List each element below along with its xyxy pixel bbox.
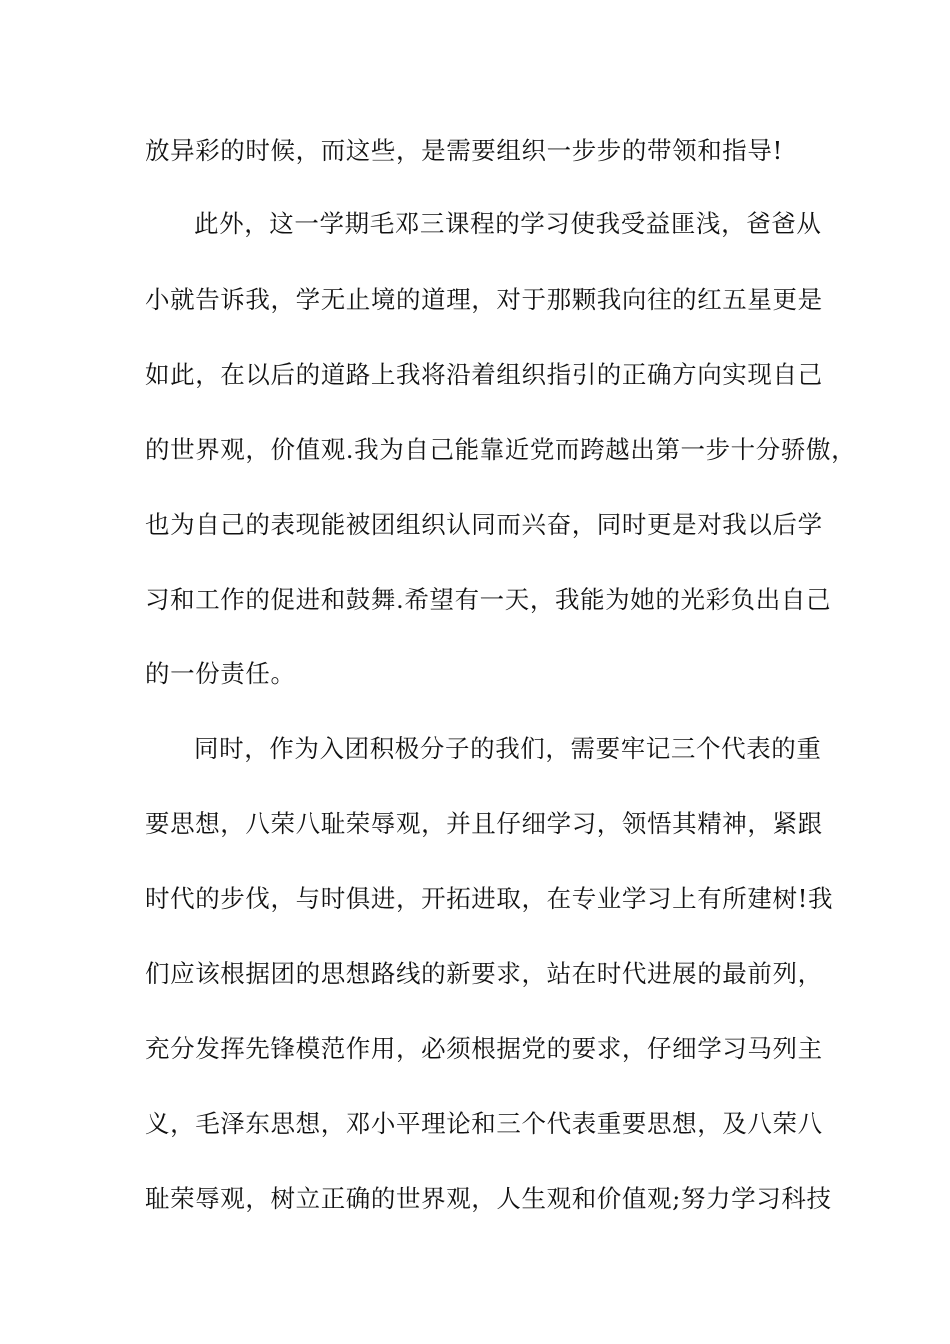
text-line: 充分发挥先锋模范作用，必须根据党的要求，仔细学习马列主 <box>145 1034 823 1063</box>
text-line: 义，毛泽东思想，邓小平理论和三个代表重要思想，及八荣八 <box>145 1109 823 1138</box>
text-line: 的世界观，价值观.我为自己能靠近党而跨越出第一步十分骄傲， <box>145 435 857 464</box>
text-line: 小就告诉我，学无止境的道理，对于那颗我向往的红五星更是 <box>145 285 823 314</box>
paragraph-start-line: 同时，作为入团积极分子的我们，需要牢记三个代表的重 <box>194 734 822 763</box>
text-line: 放异彩的时候，而这些，是需要组织一步步的带领和指导! <box>145 136 783 165</box>
text-line: 时代的步伐，与时俱进，开拓进取，在专业学习上有所建树!我 <box>145 884 834 913</box>
text-line: 们应该根据团的思想路线的新要求，站在时代进展的最前列， <box>145 959 823 988</box>
text-line: 如此，在以后的道路上我将沿着组织指引的正确方向实现自己 <box>145 360 823 389</box>
text-line: 的一份责任。 <box>145 659 296 688</box>
text-line: 也为自己的表现能被团组织认同而兴奋，同时更是对我以后学 <box>145 510 823 539</box>
text-line: 习和工作的促进和鼓舞.希望有一天，我能为她的光彩负出自己 <box>145 585 832 614</box>
text-line: 要思想，八荣八耻荣辱观，并且仔细学习，领悟其精神，紧跟 <box>145 809 823 838</box>
text-line: 耻荣辱观，树立正确的世界观，人生观和价值观;努力学习科技 <box>145 1184 832 1213</box>
paragraph-start-line: 此外，这一学期毛邓三课程的学习使我受益匪浅，爸爸从 <box>194 209 822 238</box>
